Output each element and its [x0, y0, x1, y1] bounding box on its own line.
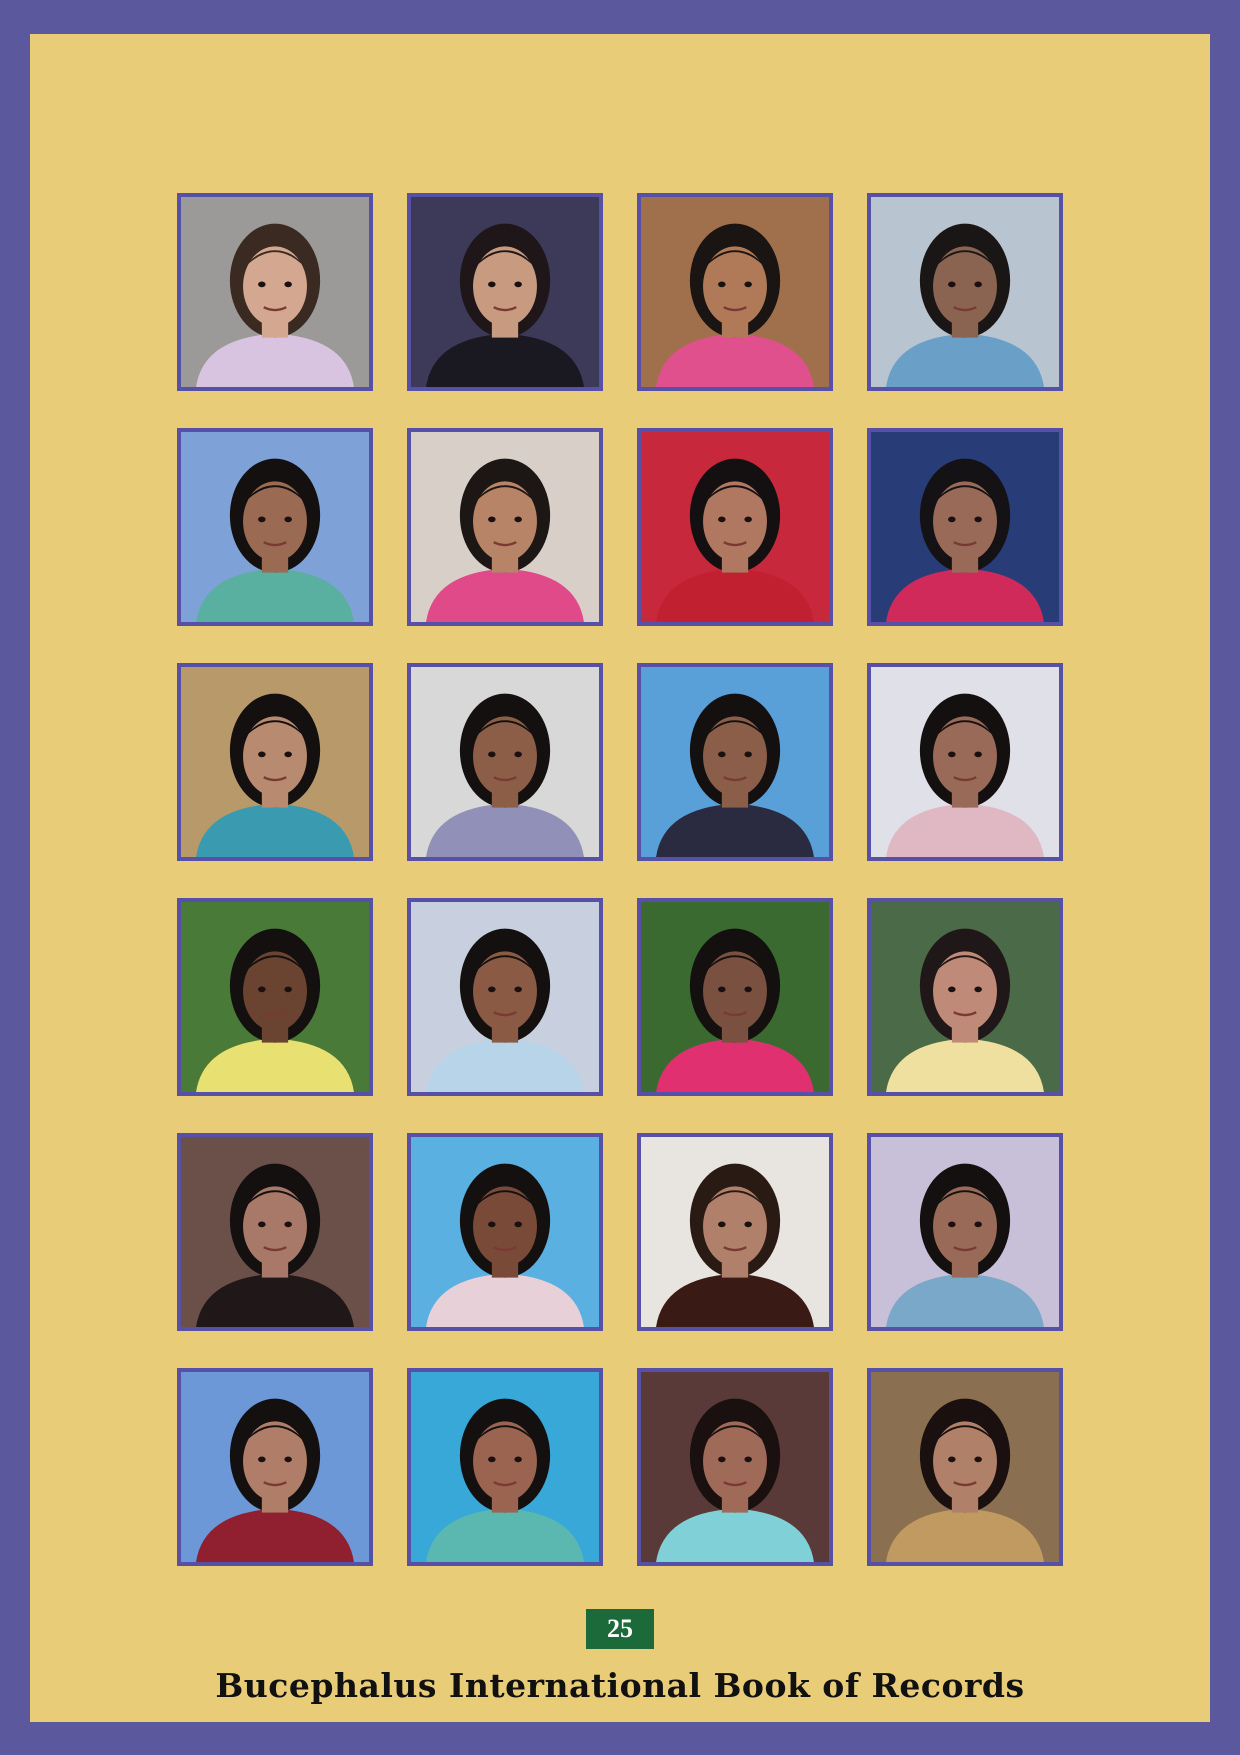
right-eye: [744, 517, 752, 523]
portrait-photo: [637, 1368, 833, 1566]
face: [473, 1421, 537, 1501]
right-eye: [284, 752, 292, 758]
right-eye: [284, 282, 292, 288]
left-eye: [488, 987, 496, 993]
left-eye: [258, 987, 266, 993]
portrait-photo: [637, 898, 833, 1096]
left-eye: [718, 752, 726, 758]
portrait-photo: [407, 1133, 603, 1331]
portrait-photo: [177, 663, 373, 861]
portrait-photo: [177, 1368, 373, 1566]
book-page: [30, 34, 1210, 1722]
portrait-image: [871, 1372, 1059, 1562]
face: [243, 481, 307, 561]
portrait-photo: [867, 898, 1063, 1096]
portrait-image: [411, 902, 599, 1092]
portrait-photo: [407, 193, 603, 391]
portrait-image: [641, 1372, 829, 1562]
face: [933, 246, 997, 326]
face: [703, 481, 767, 561]
right-eye: [974, 752, 982, 758]
portrait-image: [181, 1372, 369, 1562]
right-eye: [284, 1457, 292, 1463]
face: [933, 1421, 997, 1501]
right-eye: [744, 987, 752, 993]
portrait-photo: [177, 898, 373, 1096]
right-eye: [744, 1222, 752, 1228]
face: [243, 1421, 307, 1501]
portrait-photo: [867, 193, 1063, 391]
face: [473, 716, 537, 796]
portrait-photo: [637, 663, 833, 861]
portrait-image: [871, 432, 1059, 622]
left-eye: [718, 282, 726, 288]
portrait-image: [641, 902, 829, 1092]
portrait-image: [181, 197, 369, 387]
left-eye: [488, 752, 496, 758]
face: [243, 951, 307, 1031]
portrait-photo: [177, 193, 373, 391]
page-number: 25: [586, 1609, 654, 1649]
portrait-photo: [867, 663, 1063, 861]
left-eye: [488, 1457, 496, 1463]
left-eye: [948, 1222, 956, 1228]
portrait-image: [411, 432, 599, 622]
portrait-image: [411, 1137, 599, 1327]
portrait-photo: [637, 428, 833, 626]
left-eye: [948, 282, 956, 288]
left-eye: [718, 517, 726, 523]
left-eye: [948, 752, 956, 758]
left-eye: [258, 517, 266, 523]
face: [703, 246, 767, 326]
portrait-photo: [407, 1368, 603, 1566]
face: [473, 1186, 537, 1266]
portrait-image: [641, 667, 829, 857]
portrait-photo: [637, 193, 833, 391]
right-eye: [514, 517, 522, 523]
right-eye: [284, 1222, 292, 1228]
portrait-photo: [867, 1133, 1063, 1331]
portrait-image: [871, 902, 1059, 1092]
right-eye: [974, 517, 982, 523]
left-eye: [488, 282, 496, 288]
face: [933, 951, 997, 1031]
portrait-image: [411, 667, 599, 857]
face: [243, 716, 307, 796]
portrait-image: [411, 1372, 599, 1562]
face: [473, 481, 537, 561]
face: [933, 716, 997, 796]
portrait-image: [641, 432, 829, 622]
portrait-image: [181, 667, 369, 857]
right-eye: [284, 987, 292, 993]
portrait-image: [871, 197, 1059, 387]
left-eye: [948, 987, 956, 993]
portrait-photo: [407, 663, 603, 861]
left-eye: [258, 752, 266, 758]
left-eye: [948, 1457, 956, 1463]
face: [243, 246, 307, 326]
right-eye: [514, 282, 522, 288]
face: [703, 1186, 767, 1266]
face: [703, 1421, 767, 1501]
right-eye: [744, 752, 752, 758]
portrait-image: [181, 432, 369, 622]
portrait-image: [641, 1137, 829, 1327]
left-eye: [488, 517, 496, 523]
face: [243, 1186, 307, 1266]
portrait-photo: [177, 428, 373, 626]
right-eye: [974, 1457, 982, 1463]
portrait-photo: [637, 1133, 833, 1331]
face: [933, 1186, 997, 1266]
face: [703, 951, 767, 1031]
right-eye: [974, 282, 982, 288]
right-eye: [974, 1222, 982, 1228]
face: [933, 481, 997, 561]
left-eye: [258, 1222, 266, 1228]
portrait-photo: [867, 1368, 1063, 1566]
right-eye: [744, 1457, 752, 1463]
left-eye: [488, 1222, 496, 1228]
portrait-image: [181, 1137, 369, 1327]
face: [703, 716, 767, 796]
left-eye: [258, 1457, 266, 1463]
portrait-photo: [407, 428, 603, 626]
right-eye: [514, 987, 522, 993]
portrait-image: [641, 197, 829, 387]
portrait-image: [871, 667, 1059, 857]
right-eye: [974, 987, 982, 993]
portrait-image: [181, 902, 369, 1092]
face: [473, 246, 537, 326]
left-eye: [718, 987, 726, 993]
portrait-grid: [177, 193, 1063, 1566]
face: [473, 951, 537, 1031]
left-eye: [258, 282, 266, 288]
left-eye: [948, 517, 956, 523]
book-title-footer: Bucephalus International Book of Records: [215, 1666, 1025, 1705]
portrait-photo: [407, 898, 603, 1096]
right-eye: [744, 282, 752, 288]
right-eye: [284, 517, 292, 523]
right-eye: [514, 1222, 522, 1228]
portrait-image: [871, 1137, 1059, 1327]
portrait-photo: [867, 428, 1063, 626]
left-eye: [718, 1222, 726, 1228]
right-eye: [514, 752, 522, 758]
portrait-image: [411, 197, 599, 387]
portrait-photo: [177, 1133, 373, 1331]
right-eye: [514, 1457, 522, 1463]
left-eye: [718, 1457, 726, 1463]
